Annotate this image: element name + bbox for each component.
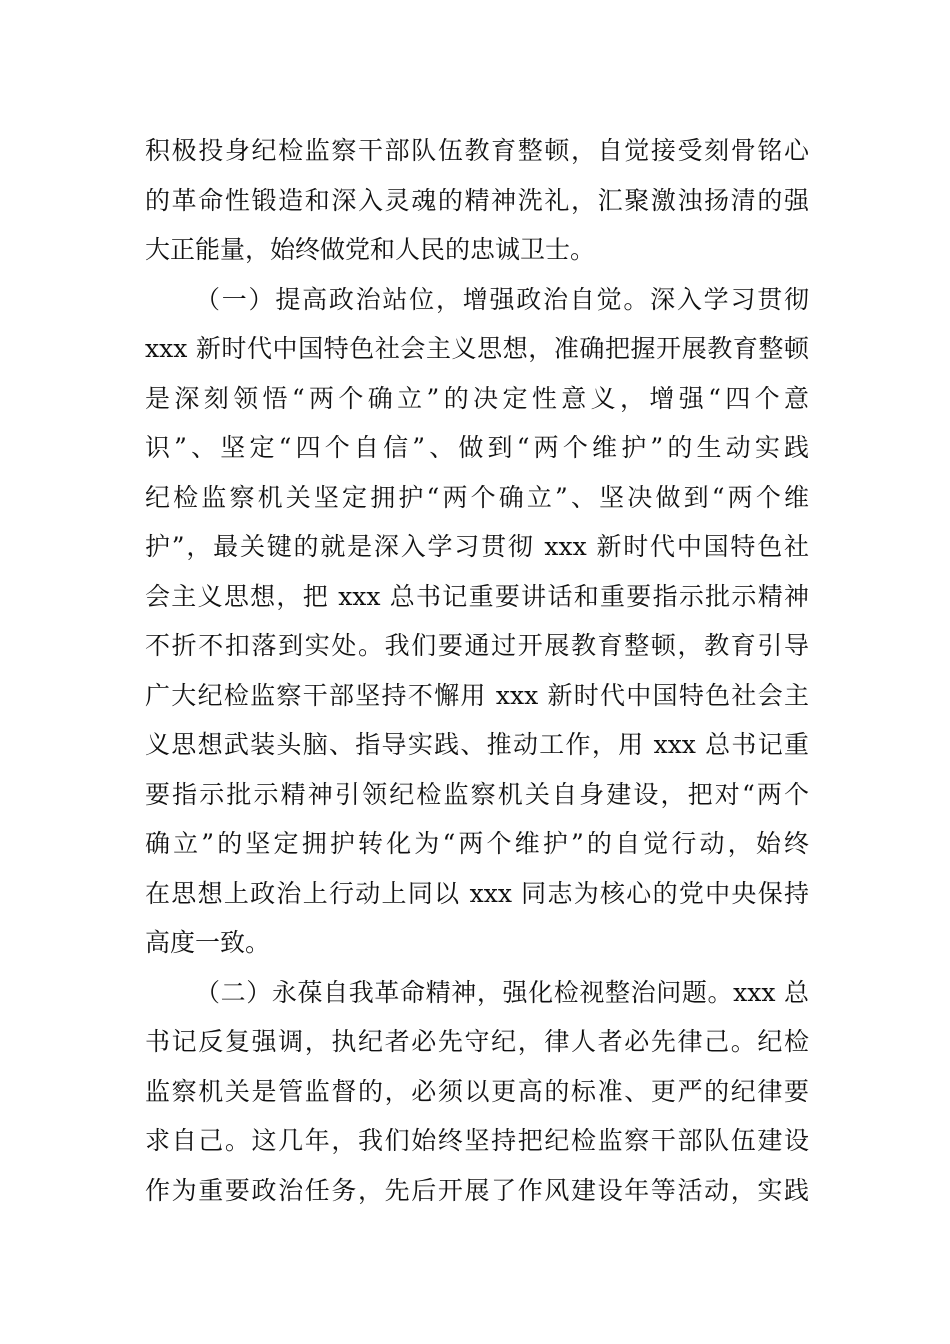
text-line-20: 监察机关是管监督的，必须以更高的标准、更严的纪律要	[145, 1076, 809, 1106]
text-line-21: 求自己。这几年，我们始终坚持把纪检监察干部队伍建设	[145, 1126, 809, 1155]
paragraph-heading-2: （二）永葆自我革命精神，强化检视整治问题。xxx 总	[195, 977, 809, 1007]
text-line-19: 书记反复强调，执纪者必先守纪，律人者必先律己。纪检	[145, 1027, 809, 1056]
text-line-6: 是深刻领悟“两个确立”的决定性意义，增强“四个意	[145, 383, 809, 413]
text-line-17: 高度一致。	[145, 928, 271, 957]
text-line-7: 识”、坚定“四个自信”、做到“两个维护”的生动实践	[145, 433, 809, 462]
text-line-12: 广大纪检监察干部坚持不懈用 xxx 新时代中国特色社会主	[145, 680, 809, 710]
text-line-15: 确立”的坚定拥护转化为“两个维护”的自觉行动，始终	[145, 829, 809, 858]
text-line-22: 作为重要政治任务，先后开展了作风建设年等活动，实践	[145, 1175, 809, 1205]
text-line-14: 要指示批示精神引领纪检监察机关自身建设，把对“两个	[145, 779, 809, 809]
paragraph-heading-1: （一）提高政治站位，增强政治自觉。深入学习贯彻	[195, 284, 809, 314]
document-body	[145, 126, 809, 1215]
text-line-10: 会主义思想，把 xxx 总书记重要讲话和重要指示批示精神	[145, 581, 809, 611]
text-line-3: 大正能量，始终做党和人民的忠诚卫士。	[145, 235, 596, 264]
text-line-1: 积极投身纪检监察干部队伍教育整顿，自觉接受刻骨铭心	[145, 136, 809, 165]
text-line-9: 护”，最关键的就是深入学习贯彻 xxx 新时代中国特色社	[145, 532, 809, 561]
text-line-13: 义思想武装头脑、指导实践、推动工作，用 xxx 总书记重	[145, 730, 809, 759]
text-line-5: xxx 新时代中国特色社会主义思想，准确把握开展教育整顿	[145, 334, 809, 363]
text-line-11: 不折不扣落到实处。我们要通过开展教育整顿，教育引导	[145, 631, 809, 660]
text-line-8: 纪检监察机关坚定拥护“两个确立”、坚决做到“两个维	[145, 482, 809, 512]
text-line-2: 的革命性锻造和深入灵魂的精神洗礼，汇聚激浊扬清的强	[145, 185, 809, 215]
text-line-16: 在思想上政治上行动上同以 xxx 同志为核心的党中央保持	[145, 878, 809, 908]
